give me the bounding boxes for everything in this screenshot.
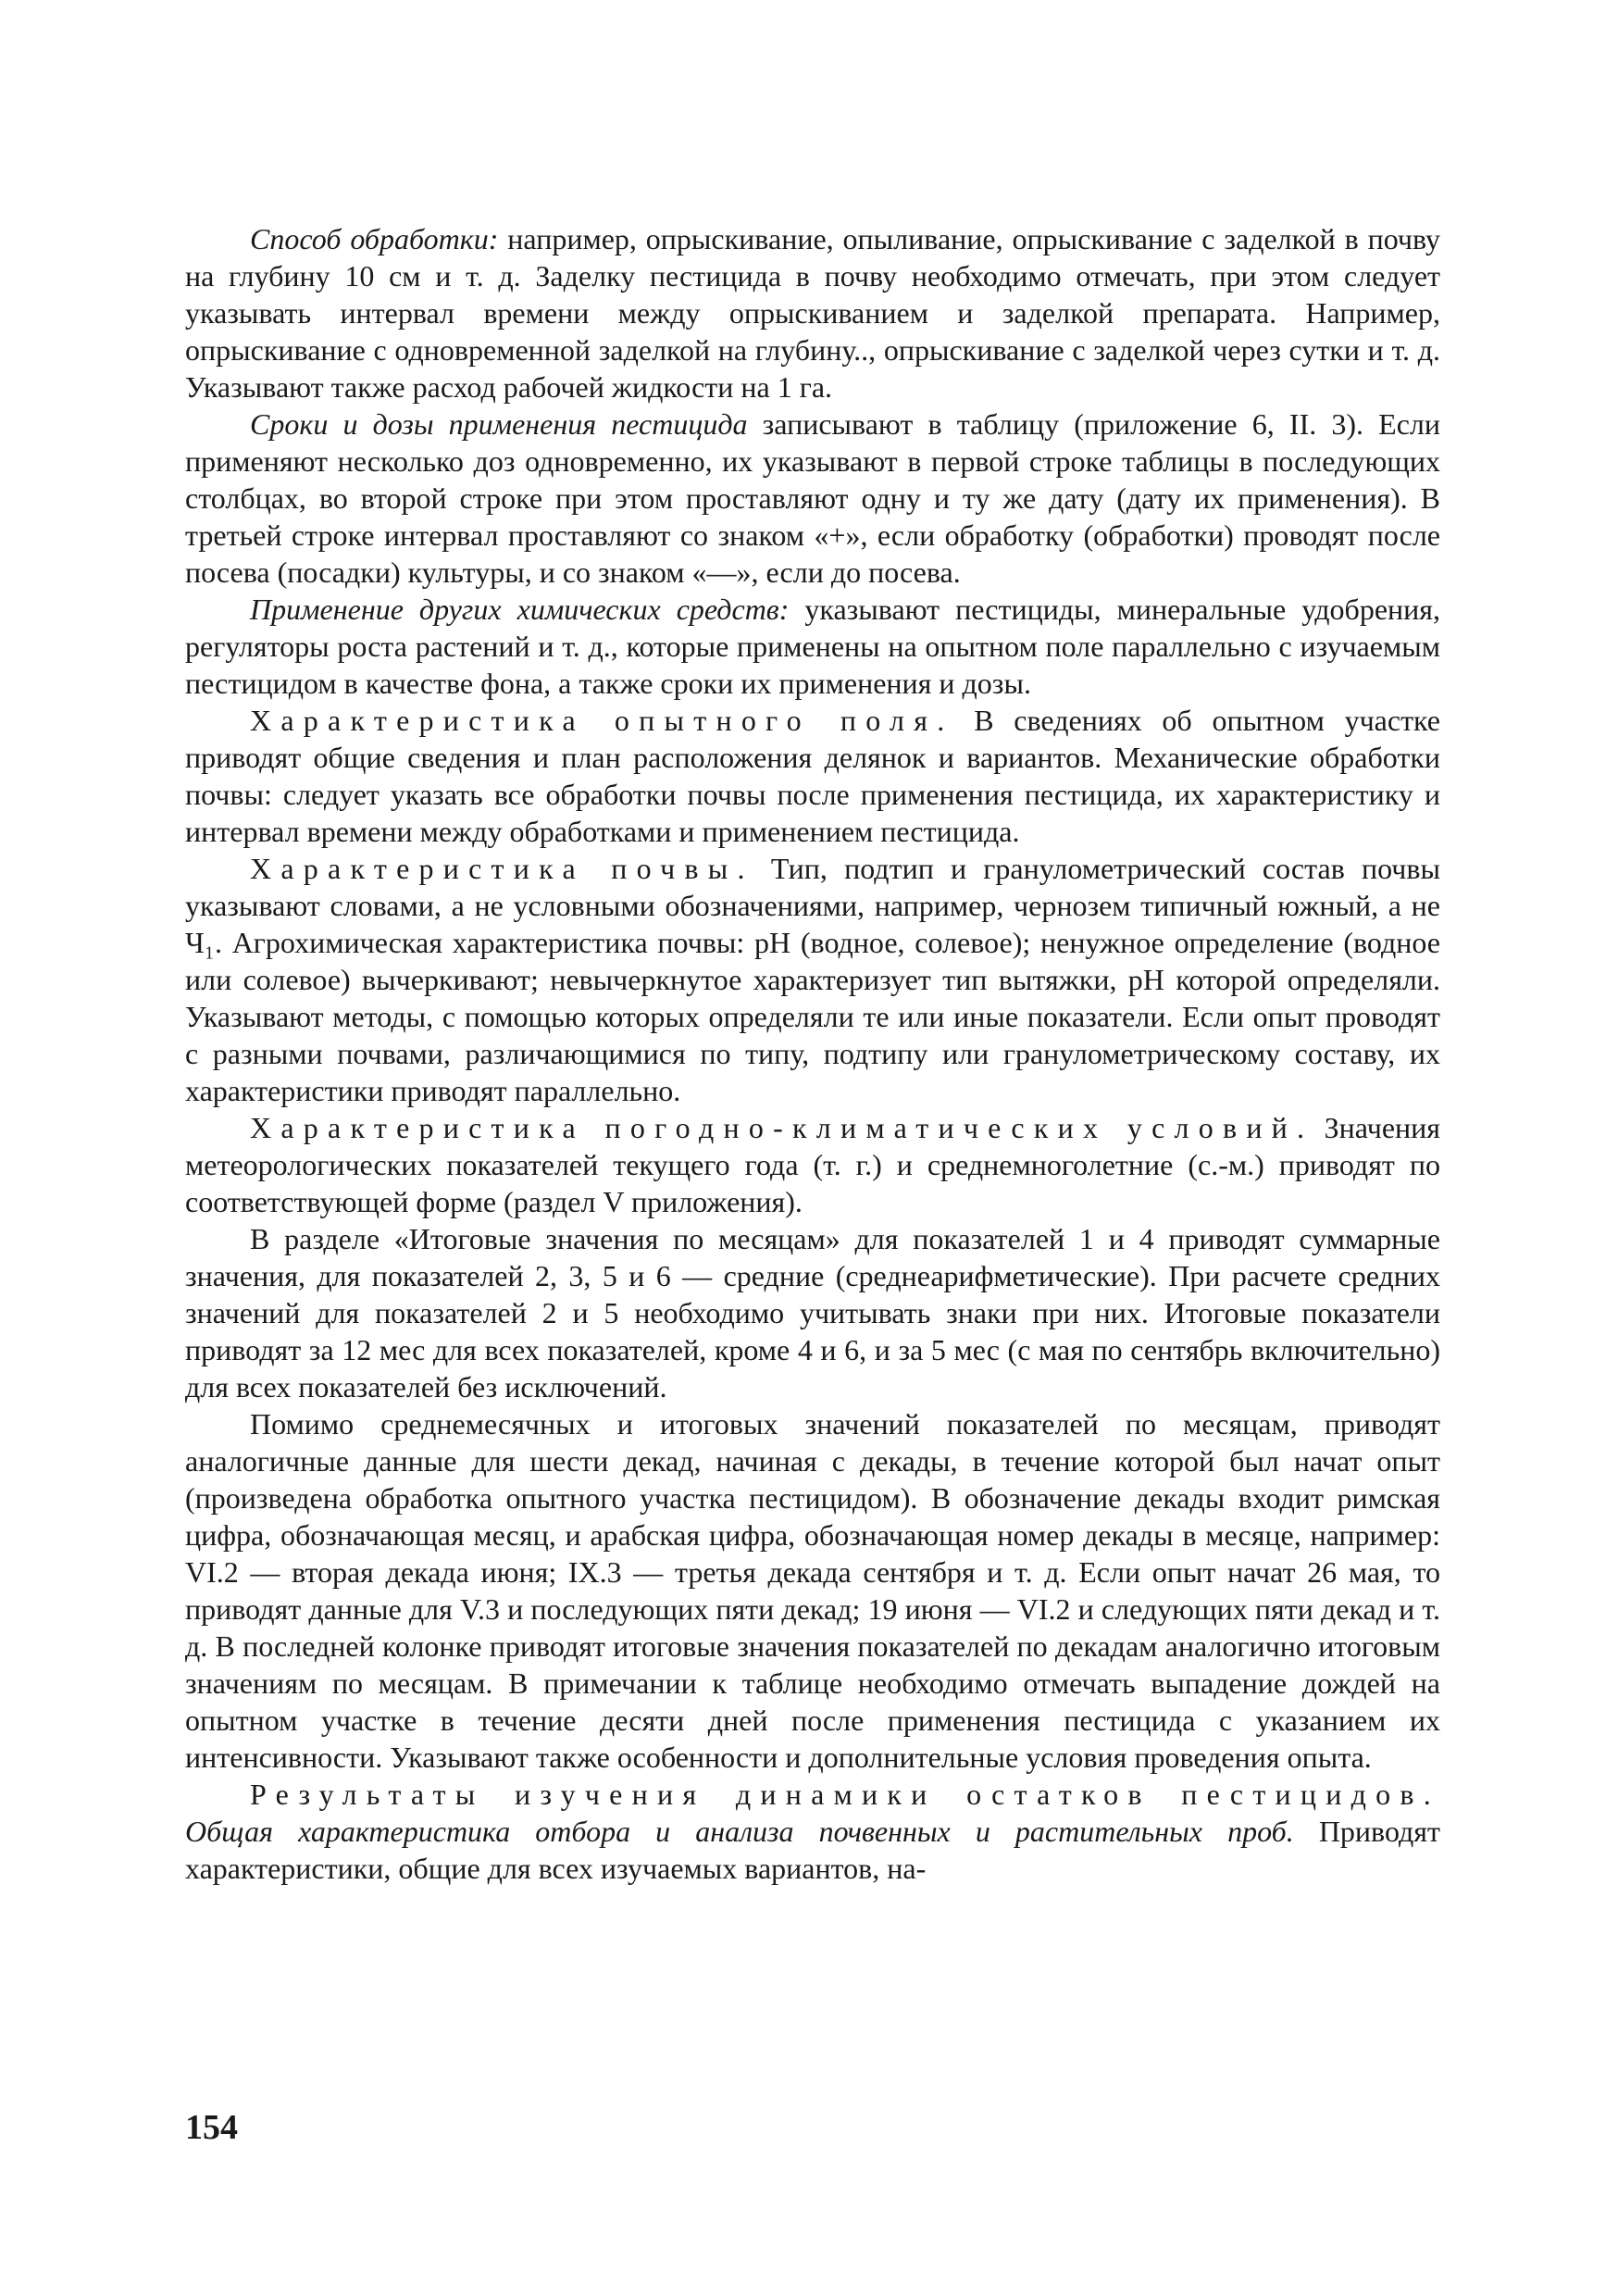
heading-field: Характеристика опытного поля. [250,704,954,737]
heading-weather: Характеристика погодно-климатических условий. [250,1111,1314,1144]
paragraph-field [185,702,1440,850]
term-method: Способ обработки: [250,222,499,256]
paragraph-text: В сведениях об опытном участке приводят общие сведения и план расположения делянок и вариантов. Механические обработки почвы: следует указать все обработки почвы после применения пестицида, их характеристику и интервал времени между обработками и применением пестицида. [185,704,1440,848]
heading-soil: Характеристика почвы. [250,852,754,885]
paragraph-monthly-totals [185,1220,1440,1405]
paragraph-soil [185,850,1440,1109]
page-body [185,220,1440,1887]
paragraph-dates-doses [185,406,1440,591]
paragraph-weather [185,1109,1440,1220]
paragraph-text: Тип, подтип и гранулометрический состав почвы указывают словами, а не условными обозначениями, например, чернозем типичный южный, а не Ч₁. Агрохимическая характеристика почвы: pH (водное, солевое); ненужное определение (водное или солевое) вычеркивают; невычеркнутое характеризует тип вытяжки, pH которой определяли. Указывают методы, с помощью которых определяли те или иные показатели. Если опыт проводят с разными почвами, различающимися по типу, подтипу или гранулометрическому составу, их характеристики приводят параллельно. [185,852,1440,1107]
heading-results: Результаты изучения динамики остатков пестицидов. [250,1778,1440,1811]
paragraph-text: Приводят характеристики, общие для всех изучаемых вариантов, на- [185,1815,1441,1885]
paragraph-other-chemicals [185,591,1440,702]
term-sampling: Общая характеристика отбора и анализа почвенных и растительных проб. [185,1815,1294,1848]
term-other-chemicals: Применение других химических средств: [250,593,790,626]
paragraph-text: указывают пестициды, минеральные удобрения, регуляторы роста растений и т. д., которые применены на опытном поле параллельно с изучаемым пестицидом в качестве фона, а также сроки их применения и дозы. [185,593,1440,700]
paragraph-text: Помимо среднемесячных и итоговых значений показателей по месяцам, приводят аналогичные данные для шести декад, начиная с декады, в течение которой был начат опыт (произведена обработка опытного участка пестицидом). В обозначение декады входит римская цифра, обозначающая месяц, и арабская цифра, обозначающая номер декады в месяце, например: VI.2 — вторая декада июня; IX.3 — третья декада сентября и т. д. Если опыт начат 26 мая, то приводят данные для V.3 и последующих пяти декад; 19 июня — VI.2 и следующих пяти декад и т. д. В последней колонке приводят итоговые значения показателей по декадам аналогично итоговым значениям по месяцам. В примечании к таблице необходимо отмечать выпадение дождей на опытном участке в течение десяти дней после применения пестицида с указанием их интенсивности. Указывают также особенности и дополнительные условия проведения опыта. [185,1407,1440,1774]
paragraph-decades [185,1405,1440,1776]
paragraph-text: Значения метеорологических показателей текущего года (т. г.) и среднемноголетние (с.-м.) приводят по соответствующей форме (раздел V приложения). [185,1111,1440,1218]
paragraph-results [185,1776,1440,1887]
paragraph-text: например, опрыскивание, опыливание, опрыскивание с заделкой в почву на глубину 10 см и т. д. Заделку пестицида в почву необходимо отмечать, при этом следует указывать интервал времени между опрыскиванием и заделкой препарата. Например, опрыскивание с одновременной заделкой на глубину.., опрыскивание с заделкой через сутки и т. д. Указывают также расход рабочей жидкости на 1 га. [185,222,1441,404]
paragraph-text: записывают в таблицу (приложение 6, II. 3). Если применяют несколько доз одновременно, их указывают в первой строке таблицы в последующих столбцах, во второй строке при этом проставляют одну и ту же дату (дату их применения). В третьей строке интервал проставляют со знаком «+», если обработку (обработки) проводят после посева (посадки) культуры, и со знаком «—», если до посева. [185,407,1441,589]
paragraph-text: В разделе «Итоговые значения по месяцам» для показателей 1 и 4 приводят суммарные значения, для показателей 2, 3, 5 и 6 — средние (среднеарифметические). При расчете средних значений для показателей 2 и 5 необходимо учитывать знаки при них. Итоговые показатели приводят за 12 мес для всех показателей, кроме 4 и 6, и за 5 мес (с мая по сентябрь включительно) для всех показателей без исключений. [185,1222,1440,1404]
page-number: 154 [185,2108,238,2147]
paragraph-method [185,220,1440,406]
term-dates-doses: Сроки и дозы применения пестицида [250,407,748,441]
